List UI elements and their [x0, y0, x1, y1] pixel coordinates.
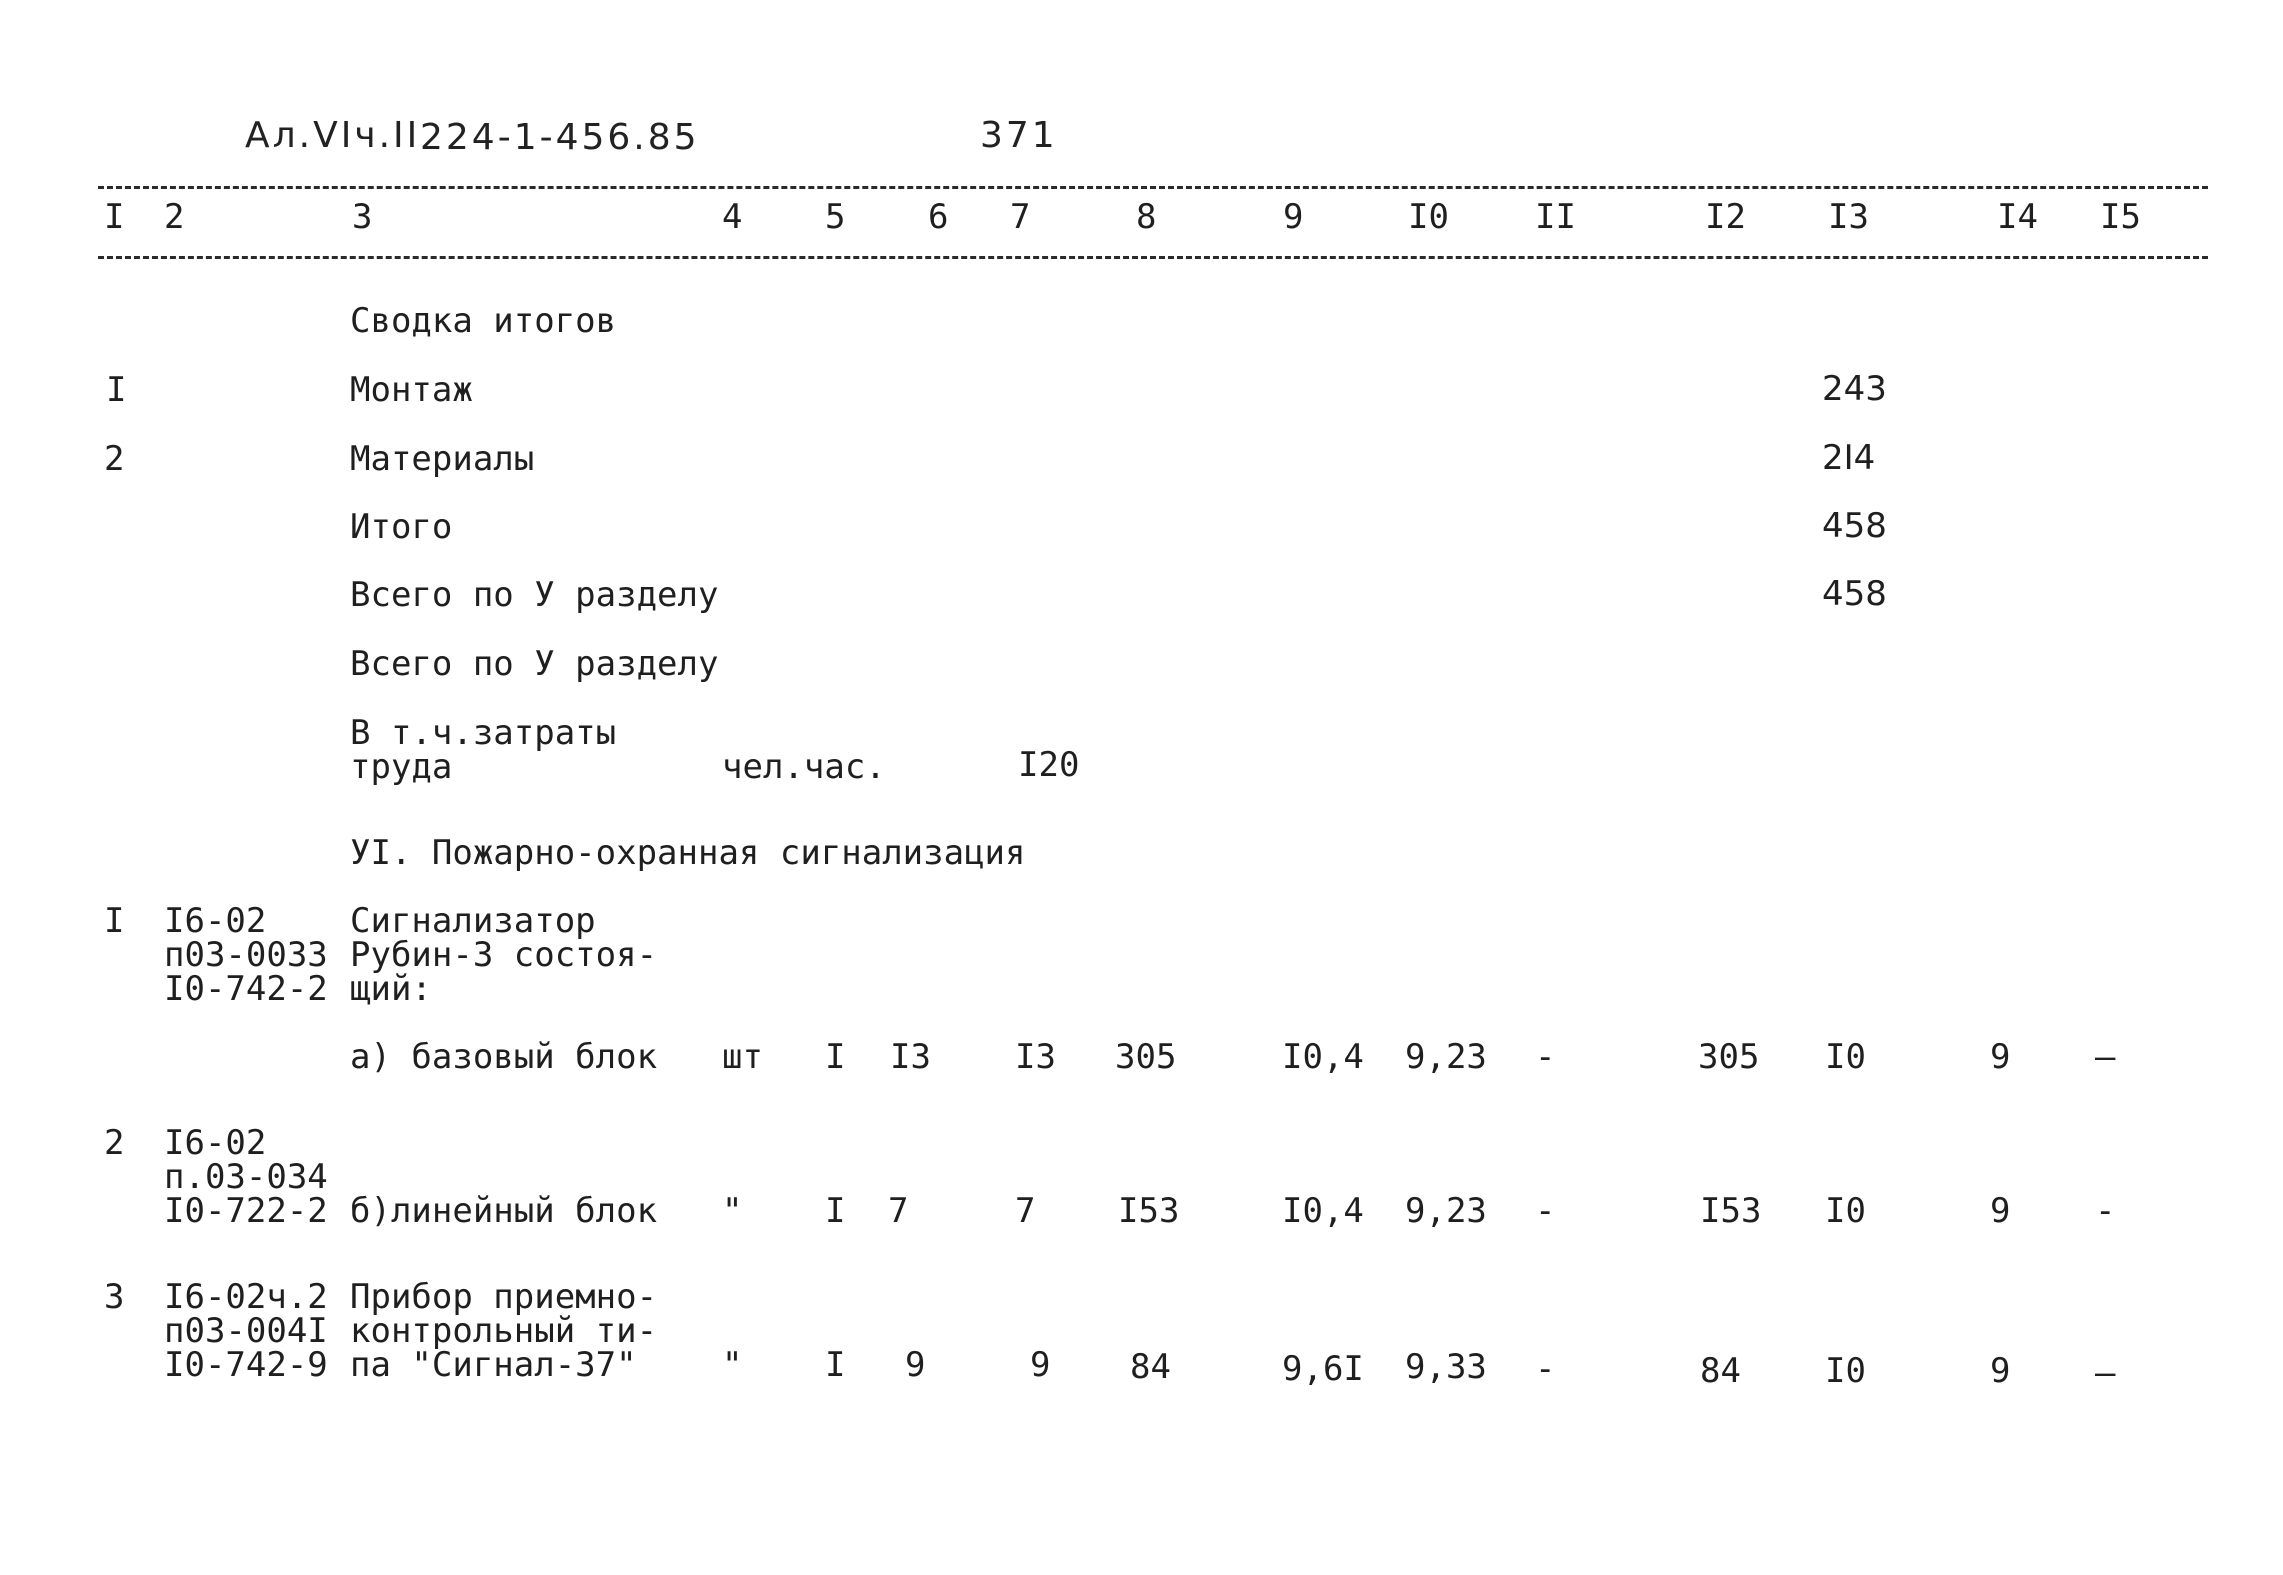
col4: " [722, 1191, 743, 1231]
col10: 9,23 [1405, 1191, 1487, 1231]
item-name-line: Прибор приемно- [350, 1277, 658, 1317]
row-label: Всего по У разделу [350, 575, 719, 615]
row-col13: 2I4 [1822, 438, 1876, 478]
item-name-line: па "Сигнал-37" [350, 1345, 637, 1385]
album-reference: Ал.VIч.II [245, 115, 421, 156]
col14: 9 [1990, 1191, 2011, 1231]
col-header-15: I5 [2100, 197, 2141, 237]
item-name-line: контрольный ти- [350, 1311, 658, 1351]
row-col13: 243 [1822, 369, 1887, 409]
col-header-7: 7 [1010, 197, 1031, 237]
col13: I0 [1825, 1191, 1866, 1231]
col-header-9: 9 [1283, 197, 1304, 237]
code-line: I0-742-2 [164, 969, 328, 1009]
col8: I53 [1118, 1191, 1180, 1231]
code-line: I6-02ч.2 [164, 1277, 328, 1317]
code-line: п.03-034 [164, 1157, 328, 1197]
header-rule-bottom [98, 256, 2208, 259]
col-header-11: II [1535, 197, 1576, 237]
col-header-3: 3 [352, 197, 373, 237]
col5: I [825, 1191, 846, 1231]
col9: 9,6I [1282, 1349, 1364, 1389]
col9: I0,4 [1282, 1191, 1364, 1231]
row-label: Монтаж [350, 370, 473, 410]
col9: I0,4 [1282, 1037, 1364, 1077]
section-title: УI. Пожарно-охранная сигнализация [350, 833, 1026, 873]
col-header-5: 5 [825, 197, 846, 237]
item-name-line: б)линейный блок [350, 1191, 658, 1231]
row-label: Всего по У разделу [350, 644, 719, 684]
document-code: 224-1-456.85 [420, 117, 700, 158]
labor-value: I20 [1018, 745, 1080, 785]
code-line: I6-02 [164, 901, 267, 941]
col11: - [1535, 1349, 1556, 1389]
col-header-8: 8 [1136, 197, 1157, 237]
row-col13: 458 [1822, 574, 1887, 614]
summary-title: Сводка итогов [350, 301, 617, 341]
col13: I0 [1825, 1037, 1866, 1077]
col-header-6: 6 [928, 197, 949, 237]
header-rule-top [98, 186, 2208, 189]
row-label: Итого [350, 507, 453, 547]
labor-label-line2: труда [350, 747, 453, 787]
col4: шт [722, 1037, 763, 1077]
col13: I0 [1825, 1351, 1866, 1391]
col-header-13: I3 [1828, 197, 1869, 237]
row-number: 2 [104, 1123, 125, 1163]
code-line: I6-02 [164, 1123, 267, 1163]
item-name-line: Рубин-3 состоя- [350, 935, 658, 975]
col-header-4: 4 [722, 197, 743, 237]
col15: - [2095, 1191, 2116, 1231]
col11: - [1535, 1037, 1556, 1077]
row-number: I [106, 370, 127, 410]
row-number: 3 [104, 1277, 125, 1317]
col8: 305 [1115, 1037, 1177, 1077]
col10: 9,33 [1405, 1347, 1487, 1387]
col5: I [825, 1037, 846, 1077]
labor-unit: чел.час. [722, 747, 886, 787]
col-header-12: I2 [1705, 197, 1746, 237]
col4: " [722, 1345, 743, 1385]
col8: 84 [1130, 1347, 1171, 1387]
col6: I3 [890, 1037, 931, 1077]
col15: – [2095, 1037, 2116, 1077]
col7: I3 [1015, 1037, 1056, 1077]
col7: 7 [1015, 1191, 1036, 1231]
col12: 84 [1700, 1351, 1741, 1391]
row-number: 2 [104, 439, 125, 479]
col-header-10: I0 [1408, 197, 1449, 237]
row-label: Материалы [350, 439, 535, 479]
col-header-2: 2 [164, 197, 185, 237]
item-name-line: а) базовый блок [350, 1037, 658, 1077]
item-name-line: Сигнализатор [350, 901, 596, 941]
page-number: 371 [980, 115, 1058, 156]
col12: I53 [1700, 1191, 1762, 1231]
col12: 305 [1698, 1037, 1760, 1077]
code-line: I0-742-9 [164, 1345, 328, 1385]
col14: 9 [1990, 1351, 2011, 1391]
col-header-1: I [104, 197, 125, 237]
row-col13: 458 [1822, 506, 1887, 546]
row-number: I [104, 901, 125, 941]
col-header-14: I4 [1997, 197, 2038, 237]
col5: I [825, 1345, 846, 1385]
col11: - [1535, 1191, 1556, 1231]
col7: 9 [1030, 1345, 1051, 1385]
col6: 7 [888, 1191, 909, 1231]
item-name-line: щий: [350, 969, 432, 1009]
labor-label-line1: В т.ч.затраты [350, 713, 617, 753]
code-line: п03-004I [164, 1311, 328, 1351]
code-line: п03-0033 [164, 935, 328, 975]
code-line: I0-722-2 [164, 1191, 328, 1231]
col14: 9 [1990, 1037, 2011, 1077]
col10: 9,23 [1405, 1037, 1487, 1077]
col15: – [2095, 1353, 2116, 1393]
col6: 9 [905, 1345, 926, 1385]
